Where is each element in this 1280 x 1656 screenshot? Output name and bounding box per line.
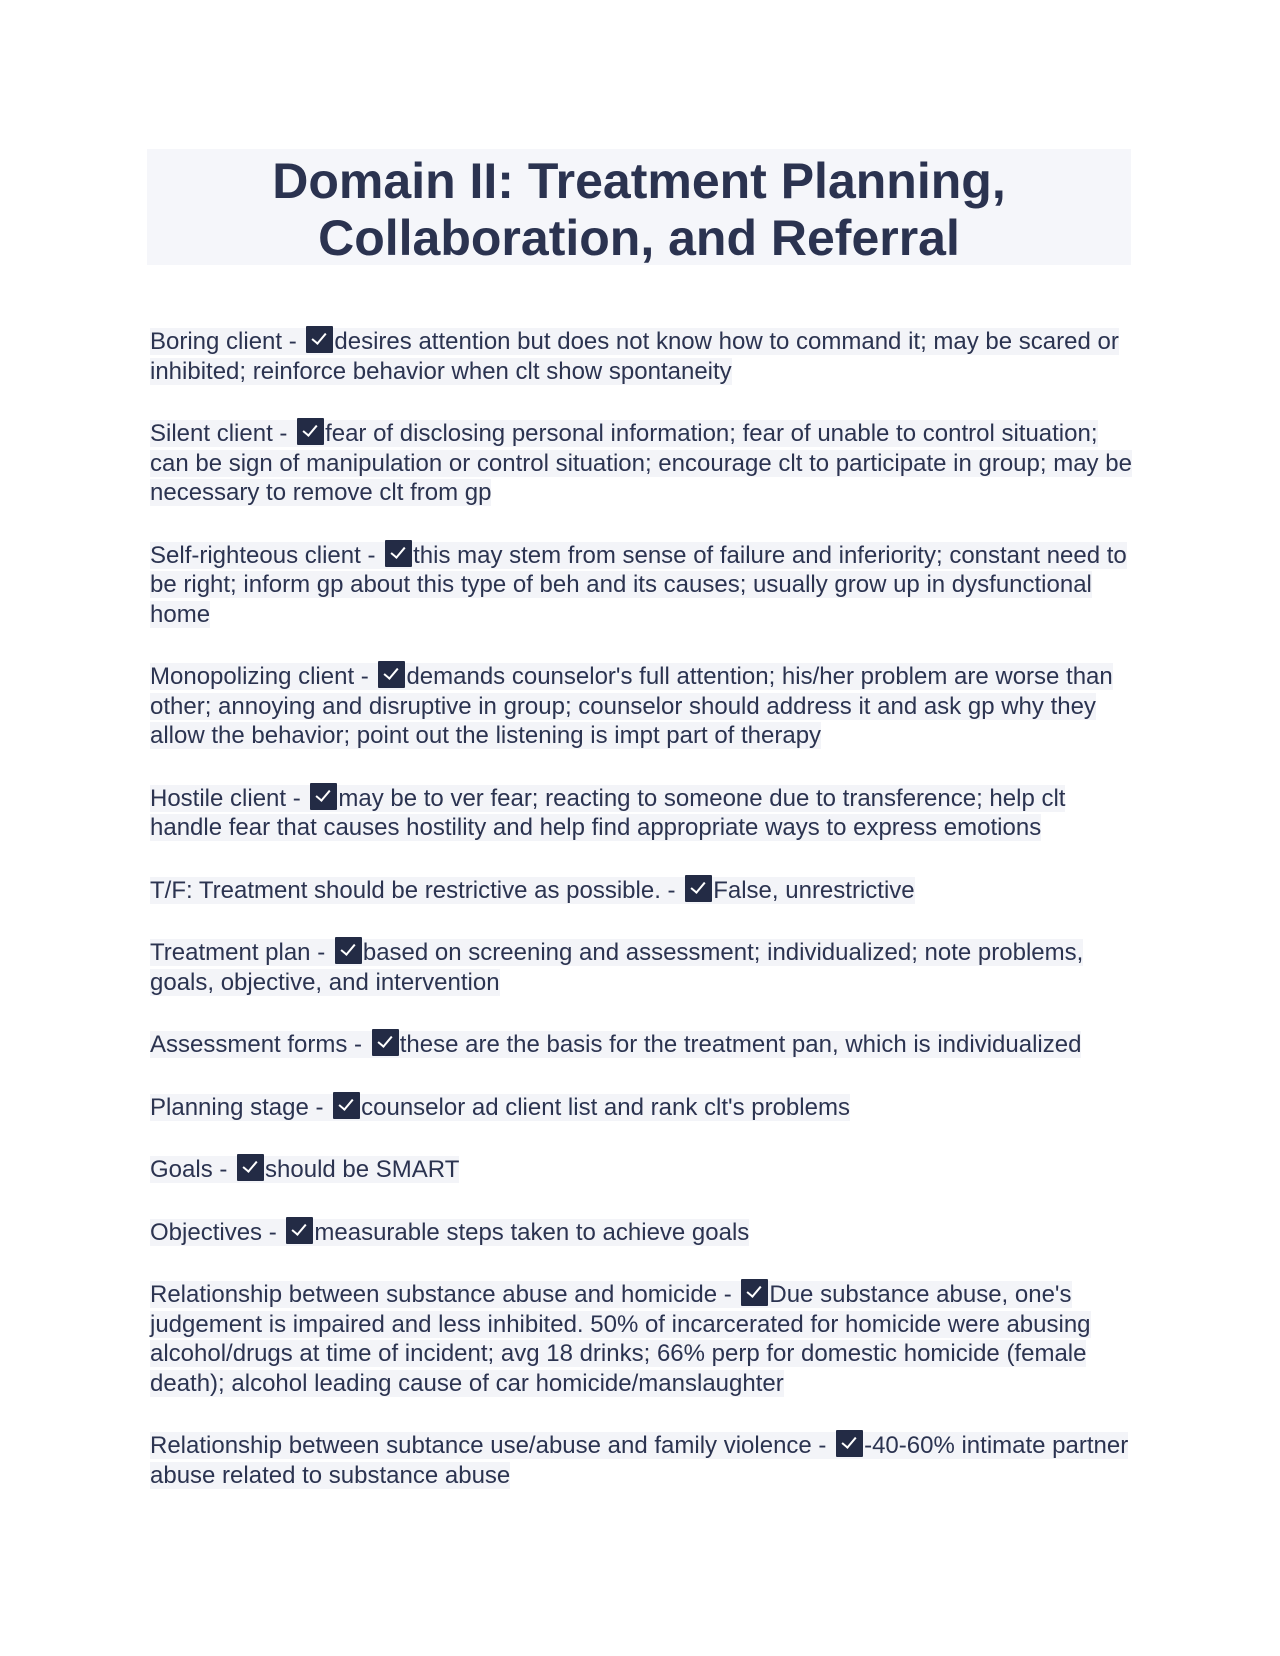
card-definition: desires attention but does not know how to command it; may be scared or inhibited; reinforce behavior when clt show spontaneity	[150, 328, 1119, 385]
check-box-icon	[741, 1279, 768, 1306]
card-term: Assessment forms -	[150, 1031, 369, 1058]
flashcard	[150, 1154, 1140, 1185]
flashcard	[150, 1092, 1140, 1123]
flashcard	[150, 1217, 1140, 1248]
title-box	[147, 149, 1131, 265]
card-definition: may be to ver fear; reacting to someone due to transference; help clt handle fear that causes hostility and help find appropriate ways to express emotions	[150, 784, 1066, 841]
card-term: Silent client -	[150, 420, 295, 447]
check-box-icon	[310, 783, 337, 810]
title-line-1: Domain II: Treatment Planning,	[272, 153, 1006, 209]
card-definition: fear of disclosing personal information; fear of unable to control situation; can be sign of manipulation or control situation; encourage clt to participate in group; may be necessary to remove clt from gp	[150, 420, 1132, 506]
card-term: Treatment plan -	[150, 939, 332, 966]
card-definition: this may stem from sense of failure and inferiority; constant need to be right; inform gp about this type of beh and its causes; usually grow up in dysfunctional home	[150, 541, 1127, 628]
card-definition: measurable steps taken to achieve goals	[314, 1218, 750, 1246]
check-box-icon	[297, 418, 324, 445]
card-term: Self-righteous client -	[150, 541, 383, 569]
flashcard	[150, 540, 1140, 630]
card-term: T/F: Treatment should be restrictive as possible. -	[150, 876, 683, 904]
title-line-2: Collaboration, and Referral	[318, 210, 960, 266]
card-definition: -40-60% intimate partner abuse related to substance abuse	[150, 1432, 1129, 1489]
flashcard	[150, 937, 1140, 997]
check-box-icon	[685, 875, 712, 902]
flashcard	[150, 783, 1140, 843]
flashcard	[150, 418, 1140, 508]
flashcard	[150, 1279, 1140, 1398]
flashcard	[150, 875, 1140, 906]
card-definition: Due substance abuse, one's judgement is impaired and less inhibited. 50% of incarcerated for homicide were abusing alcohol/drugs at time of incident; avg 18 drinks; 66% perp for domestic homicide (female death); alcohol leading cause of car homicide/manslaughter	[150, 1281, 1091, 1397]
card-term: Monopolizing client -	[150, 663, 376, 690]
card-term: Planning stage -	[150, 1093, 331, 1121]
card-definition: should be SMART	[265, 1156, 460, 1183]
check-box-icon	[335, 937, 362, 964]
check-box-icon	[333, 1092, 360, 1119]
check-box-icon	[372, 1029, 399, 1056]
flashcard	[150, 1430, 1140, 1490]
check-box-icon	[385, 540, 412, 567]
card-term: Hostile client -	[150, 784, 308, 812]
card-term: Boring client -	[150, 328, 304, 355]
card-definition: demands counselor's full attention; his/her problem are worse than other; annoying and disruptive in group; counselor should address it and ask gp why they allow the behavior; point out the listening is impt part of therapy	[150, 663, 1113, 749]
card-definition: these are the basis for the treatment pan, which is individualized	[399, 1031, 1082, 1058]
card-definition: based on screening and assessment; individualized; note problems, goals, objective, and intervention	[150, 939, 1084, 996]
check-box-icon	[286, 1217, 313, 1244]
card-definition: counselor ad client list and rank clt's problems	[361, 1093, 850, 1121]
page-title	[147, 149, 1131, 267]
flashcard	[150, 661, 1140, 751]
check-box-icon	[237, 1154, 264, 1181]
check-box-icon	[378, 661, 405, 688]
card-term: Relationship between subtance use/abuse and family violence -	[150, 1432, 834, 1459]
flashcard-list	[150, 326, 1140, 1522]
check-box-icon	[306, 326, 333, 353]
flashcard	[150, 326, 1140, 386]
card-definition: False, unrestrictive	[713, 876, 915, 904]
card-term: Relationship between substance abuse and homicide -	[150, 1281, 739, 1308]
check-box-icon	[836, 1430, 863, 1457]
card-term: Objectives -	[150, 1218, 284, 1246]
flashcard	[150, 1029, 1140, 1060]
card-term: Goals -	[150, 1156, 235, 1183]
